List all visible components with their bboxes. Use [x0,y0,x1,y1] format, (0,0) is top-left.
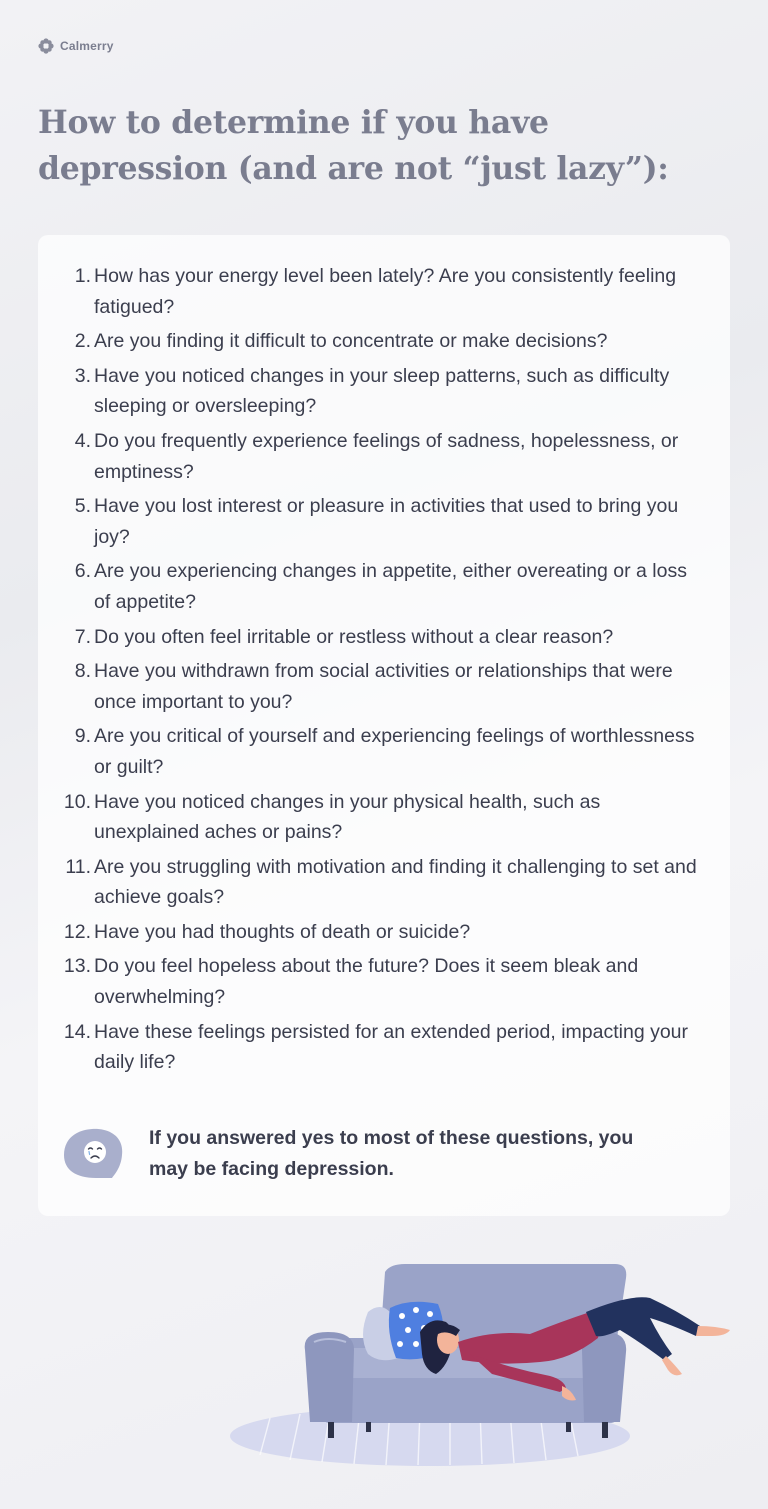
questions-card [38,235,730,1216]
question-text: Have these feelings persisted for an extended period, impacting your daily life? [94,1020,689,1074]
question-item [38,656,730,717]
question-text: How has your energy level been lately? Are you consistently feeling fatigued? [94,265,677,318]
question-text: Are you critical of yourself and experiencing feelings of worthlessness or guilt? [94,725,695,778]
question-number: 9. [74,725,91,748]
question-number: 10. [63,790,91,813]
question-item [38,917,730,948]
conclusion-note [62,1125,702,1185]
question-text: Do you feel hopeless about the future? Does it seem bleak and overwhelming? [94,955,639,1009]
question-item [38,721,730,782]
question-number: 11. [65,855,91,878]
question-number: 1. [74,265,91,287]
question-text: Have you noticed changes in your physical health, such as unexplained aches or pains? [94,790,601,844]
question-item [38,556,730,617]
question-number: 4. [74,429,91,452]
question-item [38,787,730,848]
question-item [38,491,730,552]
question-text: Are you struggling with motivation and finding it challenging to set and achieve goals? [94,855,697,909]
question-item [38,326,730,357]
question-number: 2. [74,330,91,353]
questions-list [38,261,730,1082]
question-item [38,1017,730,1078]
question-number: 12. [63,920,91,943]
question-text: Have you lost interest or pleasure in activities that used to bring you joy? [94,495,679,548]
question-number: 14. [63,1020,91,1043]
question-number: 7. [74,625,91,648]
question-text: Are you experiencing changes in appetite, either overeating or a loss of appetite? [94,560,687,613]
question-item [38,261,730,322]
question-text: Have you noticed changes in your sleep patterns, such as difficulty sleeping or oversleeping? [94,364,670,418]
question-text: Do you often feel irritable or restless without a clear reason? [94,625,614,648]
question-number: 3. [74,364,91,387]
question-item [38,426,730,487]
flower-logo-icon [38,38,54,54]
question-number: 5. [74,495,91,518]
page-title: How to determine if you have depression (and are not “just lazy”): [38,104,669,187]
question-text: Have you withdrawn from social activities or relationships that were once important to you? [94,660,673,713]
sad-face-speech-bubble-icon [62,1125,126,1181]
brand-logo[interactable] [38,38,114,54]
person-lying-on-sofa-illustration [230,1250,740,1480]
question-number: 6. [74,560,91,583]
question-text: Have you had thoughts of death or suicide? [94,920,471,943]
question-item [38,951,730,1012]
question-item [38,852,730,913]
question-number: 8. [74,660,91,683]
question-item [38,361,730,422]
question-number: 13. [63,955,91,978]
question-item [38,622,730,653]
question-text: Do you frequently experience feelings of sadness, hopelessness, or emptiness? [94,429,679,483]
brand-name: Calmerry [60,39,114,53]
question-text: Are you finding it difficult to concentrate or make decisions? [94,330,608,353]
conclusion-text: If you answered yes to most of these questions, you may be facing depression. [149,1127,634,1180]
